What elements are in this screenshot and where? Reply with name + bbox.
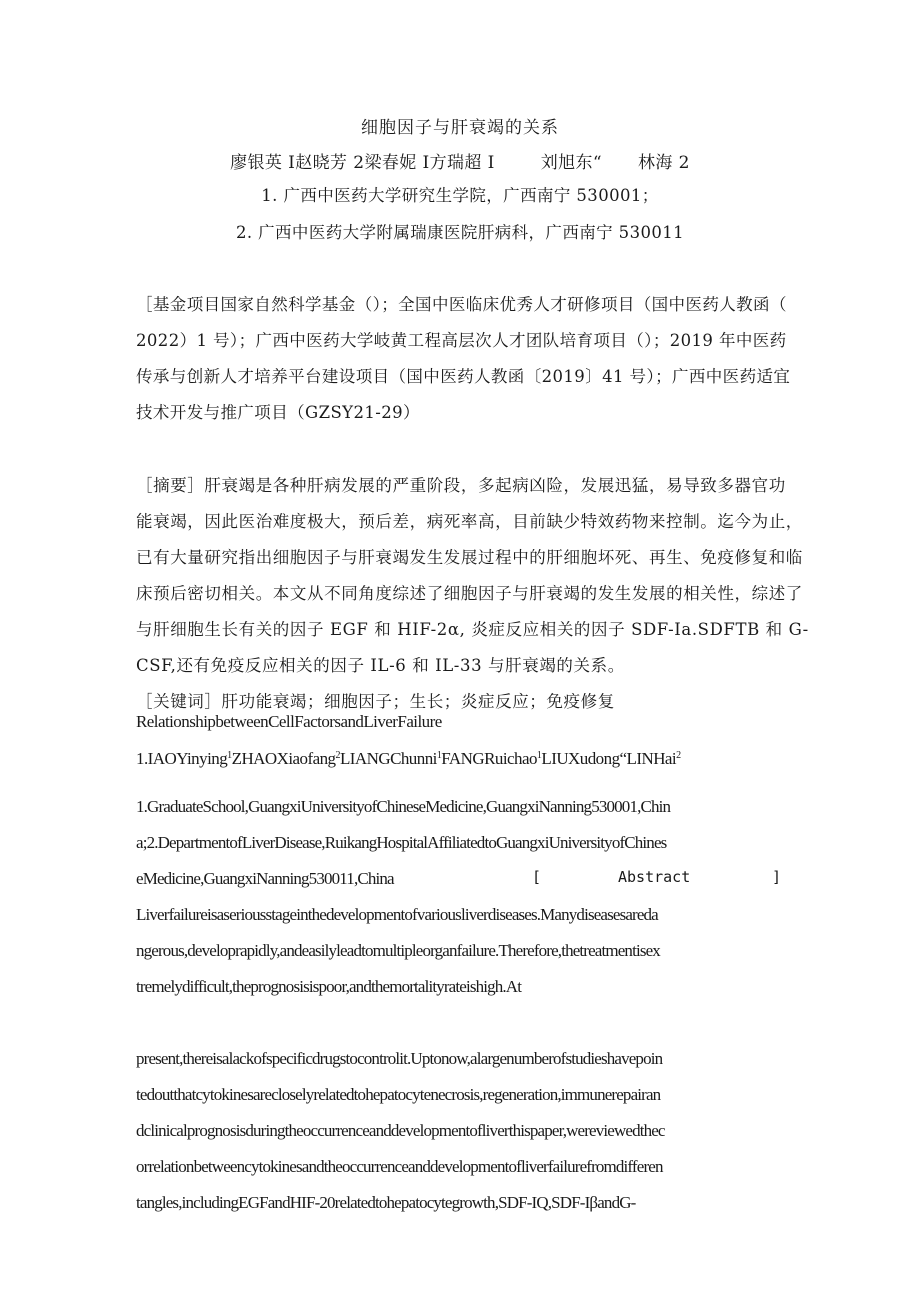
affiliation-mark: 1 — [436, 750, 442, 761]
author-name: 1.IAOYinying — [136, 749, 228, 768]
author-name: 林海 2 — [638, 153, 690, 173]
english-affiliation-line: 1.GraduateSchool,GuangxiUniversityofChineseMedicine,GuangxiNanning530001,Chin — [136, 797, 671, 816]
author-name: FANGRuichao — [441, 749, 537, 768]
affiliation-line: 1. 广西中医药大学研究生学院，广西南宁 530001； — [261, 186, 659, 205]
paper-title: 细胞因子与肝衰竭的关系 — [361, 118, 559, 138]
abstract-en-line: tremelydifficult,theprognosisispoor,andthemortalityrateishigh.At — [136, 977, 522, 996]
author-name: ZHAOXiaofang — [231, 749, 336, 768]
abstract-en-line: tangles,includingEGFandHIF-20relatedtohepatocytegrowth,SDF-IQ,SDF-IβandG- — [136, 1193, 636, 1212]
bracket-open: [ — [532, 868, 542, 886]
affiliation-line: 2. 广西中医药大学附属瑞康医院肝病科，广西南宁 530011 — [235, 223, 685, 242]
author-list — [0, 148, 920, 173]
funding-line: 2022）1 号）；广西中医药大学岐黄工程高层次人才团队培育项目（）；2019 年中医药 — [136, 331, 787, 350]
author-name: 刘旭东“ — [540, 153, 603, 173]
abstract-cn-line: ［摘要］肝衰竭是各种肝病发展的严重阶段，多起病凶险，发展迅猛，易导致多器官功 — [136, 476, 786, 495]
affiliation-mark: 2 — [676, 750, 681, 761]
affiliation-mark: 2 — [335, 750, 340, 761]
english-affiliation-line: a;2.DepartmentofLiverDisease,RuikangHospitalAffiliatedtoGuangxiUniversityofChines — [136, 833, 667, 852]
abstract-cn-line: CSF,还有免疫反应相关的因子 IL-6 和 IL-33 与肝衰竭的关系。 — [136, 656, 625, 675]
affiliation-mark: 1 — [536, 750, 542, 761]
abstract-en-line: present,thereisalackofspecificdrugstocontrolit.Uptonow,alargenumberofstudieshavepoin — [136, 1049, 663, 1068]
abstract-en-line: Liverfailureisaseriousstageinthedevelopmentofvariousliverdiseases.Manydiseasesareda — [136, 905, 658, 924]
bracket-close: ] — [772, 868, 782, 886]
author-name: 廖银英 I — [230, 153, 296, 173]
abstract-en-line: orrelationbetweencytokinesandtheoccurrenceanddevelopmentofliverfailurefromdifferen — [136, 1157, 663, 1176]
author-name: 赵晓芳 2 — [295, 153, 365, 173]
english-affiliation-line: eMedicine,GuangxiNanning530011,China — [136, 869, 394, 888]
funding-line: 传承与创新人才培养平台建设项目（国中医药人教函〔2019〕41 号）；广西中医药适宜 — [136, 367, 791, 386]
abstract-cn-line: 与肝细胞生长有关的因子 EGF 和 HIF-2α, 炎症反应相关的因子 SDF-Ia.SDFTB 和 G- — [136, 620, 809, 639]
author-name: LIANGChunni — [339, 749, 437, 768]
affiliation-mark: 1 — [227, 750, 232, 761]
abstract-cn-line: 床预后密切相关。本文从不同角度综述了细胞因子与肝衰竭的发生发展的相关性，综述了 — [136, 584, 803, 603]
abstract-en-line: dclinicalprognosisduringtheoccurrenceanddevelopmentofliverthispaper,wereviewedthec — [136, 1121, 665, 1140]
abstract-cn-line: 已有大量研究指出细胞因子与肝衰竭发生发展过程中的肝细胞坏死、再生、免疫修复和临 — [136, 548, 803, 567]
abstract-cn-line: 能衰竭，因此医治难度极大，预后差，病死率高，目前缺少特效药物来控制。迄今为止， — [136, 512, 803, 531]
english-author-list — [136, 749, 792, 769]
abstract-en-line: tedoutthatcytokinesarecloselyrelatedtohepatocytenecrosis,regeneration,immunerepairan — [136, 1085, 661, 1104]
author-name: LIUXudong“LINHai — [541, 749, 677, 768]
english-title: RelationshipbetweenCellFactorsandLiverFailure — [136, 712, 442, 731]
funding-line: 技术开发与推广项目（GZSY21-29） — [136, 403, 420, 422]
abstract-label: Abstract — [618, 868, 691, 886]
author-name: 梁春妮 I — [364, 153, 430, 173]
keywords-cn: ［关键词］肝功能衰竭；细胞因子；生长；炎症反应；免疫修复 — [136, 692, 615, 711]
funding-line: ［基金项目国家自然科学基金（）；全国中医临床优秀人才研修项目（国中医药人教函（ — [136, 295, 787, 314]
abstract-en-line: ngerous,developrapidly,andeasilyleadtomultipleorganfailure.Therefore,thetreatmentisex — [136, 941, 660, 960]
author-name: 方瑞超 I — [429, 153, 495, 173]
